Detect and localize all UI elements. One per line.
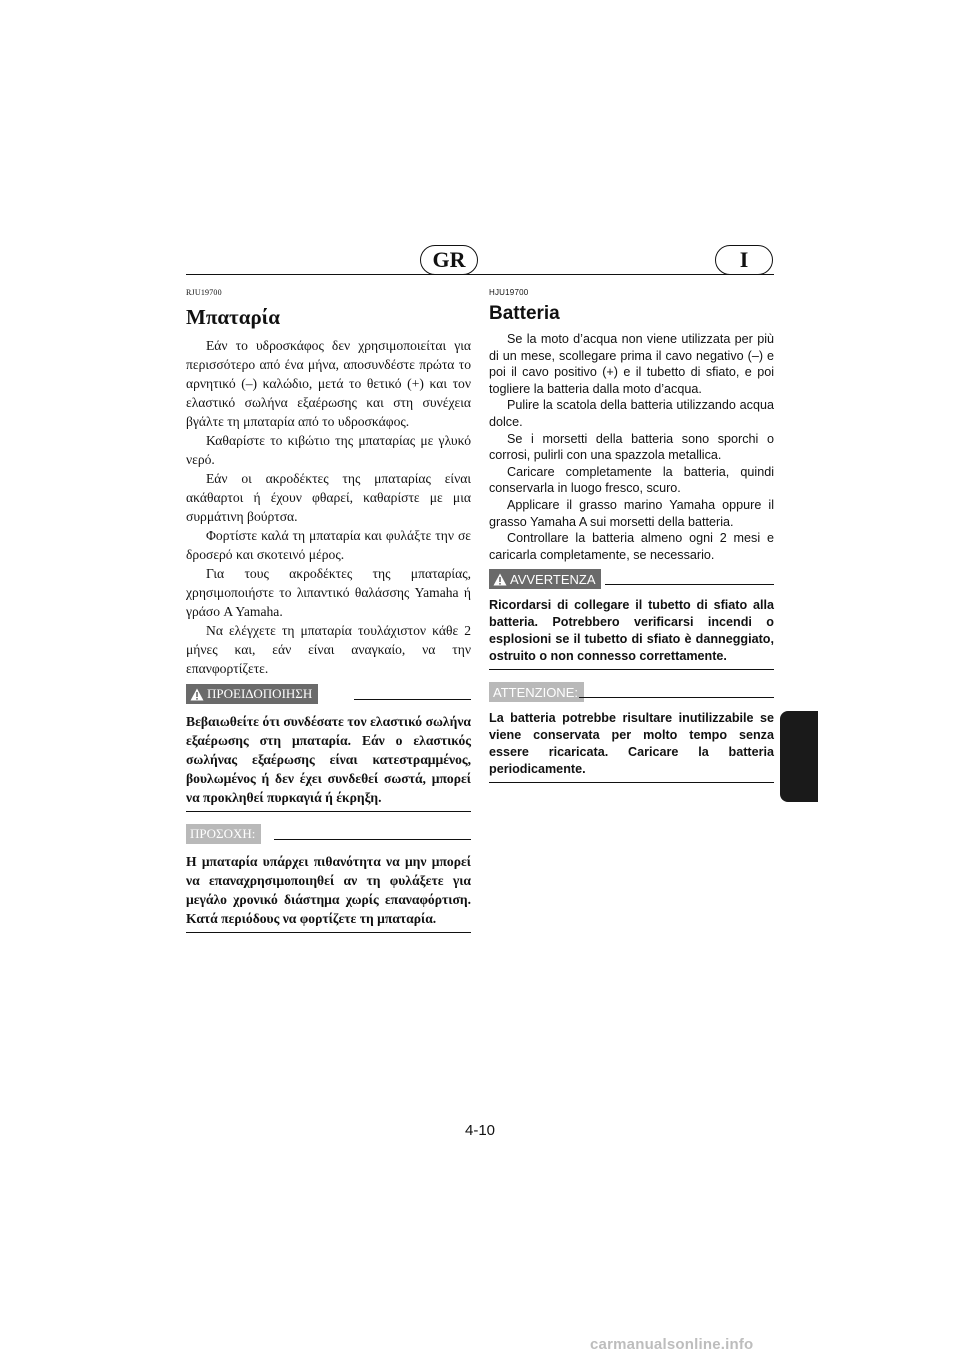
body-paragraph: Καθαρίστε το κιβώτιο της μπαταρίας με γλυκό νερό. [186,433,471,467]
warning-triangle-icon [493,573,507,586]
warning-notice [489,569,774,670]
warning-triangle-icon [190,688,204,701]
section-title: Batteria [489,303,560,324]
body-paragraph: Se i morsetti della batteria sono sporchi o corrosi, pulirli con una spazzola metallica. [489,431,774,463]
italian-column [489,286,774,783]
warning-badge [186,684,318,704]
caution-badge [489,682,584,702]
section-code: HJU19700 [489,288,529,297]
warning-text: Ricordarsi di collegare il tubetto di sfiato alla batteria. Potrebbero verificarsi incendi o esplosioni se il tubetto di sfiato è danneggiato, ostruito o non connesso correttamente. [489,598,774,664]
chapter-tab [780,711,818,802]
caution-notice [186,824,471,933]
language-badge-italian: I [715,245,773,275]
body-paragraph: Να ελέγχετε τη μπαταρία τουλάχιστον κάθε 2 μήνες και, εάν είναι αναγκαίο, να την επανφορτίζετε. [186,623,471,676]
section-title: Μπαταρία [186,305,280,329]
page-number: 4-10 [464,1122,496,1139]
body-paragraph: Εάν οι ακροδέκτες της μπαταρίας είναι ακάθαρτοι ή έχουν φθαρεί, καθαρίστε με μια συρμάτινη βούρτσα. [186,471,471,524]
caution-bottom-rule [489,782,774,783]
caution-notice [489,682,774,783]
warning-text: Βεβαιωθείτε ότι συνδέσατε τον ελαστικό σωλήνα εξαέρωσης στη μπαταρία. Εάν ο ελαστικός σωλήνας εξαέρωσης είναι κατεστραμμένος, βουλωμένος ή δεν έχει συνδεθεί σωστά, μπορεί να προκληθεί πυρκαγιά ή έκρηξη. [186,714,471,805]
body-paragraph: Caricare completamente la batteria, quindi conservarla in luogo fresco, scuro. [489,464,774,496]
warning-rule [354,699,471,700]
body-paragraph: Applicare il grasso marino Yamaha oppure il grasso Yamaha A sui morsetti della batteria. [489,497,774,529]
caution-badge [186,824,261,844]
watermark: carmanualsonline.info [590,1336,754,1353]
language-badge-greek: GR [420,245,478,275]
caution-bottom-rule [186,932,471,933]
caution-text: La batteria potrebbe risultare inutilizzabile se viene conservata per molto tempo senza essere ricaricata. Caricare la batteria periodicamente. [489,711,774,777]
section-code: RJU19700 [186,288,222,297]
caution-rule [274,839,471,840]
body-paragraph: Controllare la batteria almeno ogni 2 mesi e caricarla completamente, se necessario. [489,531,774,562]
greek-column [186,286,471,933]
warning-badge [489,569,601,589]
warning-bottom-rule [186,811,471,812]
warning-label: ΠΡΟΕΙΔΟΠΟΙΗΣΗ [207,686,313,701]
caution-label: ΠΡΟΣΟΧΗ: [190,826,256,841]
header-divider [186,274,774,275]
body-paragraph: Φορτίστε καλά τη μπαταρία και φυλάξτε την σε δροσερό και σκοτεινό μέρος. [186,528,471,562]
warning-rule [605,584,774,585]
body-paragraph: Se la moto d’acqua non viene utilizzata per più di un mese, scollegare prima il cavo negativo (–) e poi il cavo positivo (+) e il tubetto di sfiato, e poi togliere la batteria dalla moto d’acqua. [489,332,774,396]
warning-label: AVVERTENZA [510,571,596,587]
caution-rule [579,697,774,698]
caution-label: ATTENZIONE: [493,684,578,700]
body-paragraph: Pulire la scatola della batteria utilizzando acqua dolce. [489,398,774,429]
warning-bottom-rule [489,669,774,670]
body-paragraph: Εάν το υδροσκάφος δεν χρησιμοποιείται για περισσότερο από ένα μήνα, αποσυνδέστε πρώτα το αρνητικό (–) καλώδιο, μετά το θετικό (+) και τον ελαστικό σωλήνα εξαέρωσης και στη συνέχεια βγάλτε τη μπαταρία από το υδροσκάφος. [186,338,471,429]
body-paragraph: Για τους ακροδέκτες της μπαταρίας, χρησιμοποιήστε το λιπαντικό θαλάσσης Yamaha ή γράσο A Yamaha. [186,566,471,619]
warning-notice [186,684,471,812]
caution-text: Η μπαταρία υπάρχει πιθανότητα να μην μπορεί να επαναχρησιμοποιηθεί αν τη φυλάξετε για μεγάλο χρονικό διάστημα χωρίς επαναφόρτιση. Κατά περιόδους να φορτίζετε τη μπαταρία. [186,854,471,926]
